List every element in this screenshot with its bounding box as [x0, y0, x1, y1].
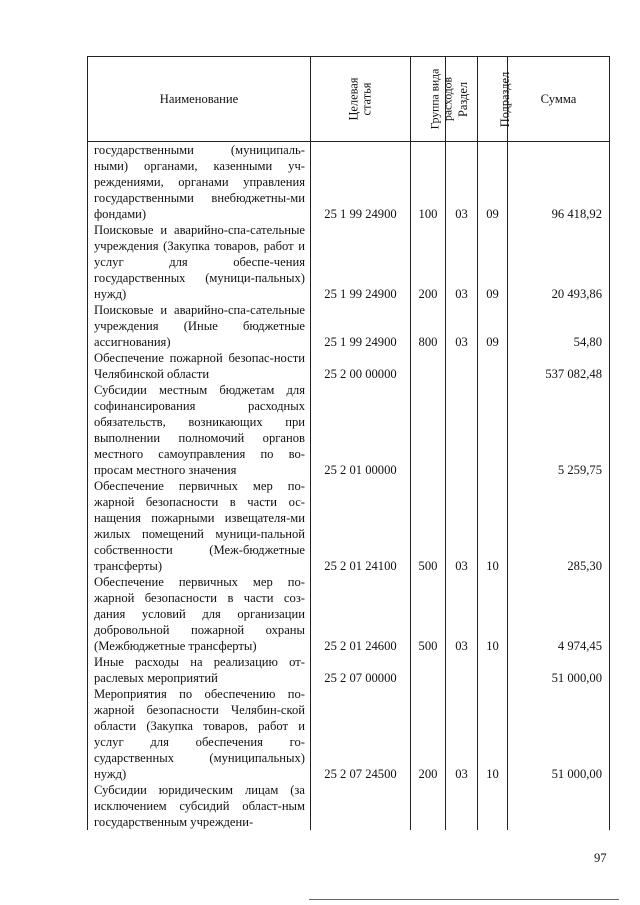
- row-amount-cell: 537 082,48: [508, 350, 610, 382]
- table-row: [88, 302, 610, 350]
- row-section-cell: 03: [446, 142, 478, 223]
- table-row: [88, 222, 610, 302]
- row-article-cell: 25 2 07 00000: [311, 654, 411, 686]
- budget-table: [87, 56, 610, 830]
- row-article-cell: 25 1 99 24900: [311, 142, 411, 223]
- row-subsection-cell: [478, 654, 508, 686]
- row-subsection-cell: [478, 382, 508, 478]
- table-row: [88, 782, 610, 830]
- budget-table-wrapper: [87, 56, 609, 830]
- row-article-cell: 25 2 01 24600: [311, 574, 411, 654]
- row-group-cell: [411, 654, 446, 686]
- table-row: [88, 382, 610, 478]
- row-subsection-cell: 09: [478, 302, 508, 350]
- row-article-cell: 25 2 01 24100: [311, 478, 411, 574]
- row-subsection-cell: 09: [478, 222, 508, 302]
- row-section-cell: 03: [446, 686, 478, 782]
- row-amount-cell: 51 000,00: [508, 654, 610, 686]
- row-subsection-cell: 10: [478, 478, 508, 574]
- row-group-cell: 500: [411, 478, 446, 574]
- table-row: [88, 686, 610, 782]
- row-amount-cell: 96 418,92: [508, 142, 610, 223]
- row-name-cell: Обеспечение первичных мер по-жарной безопасности в части ос-нащения пожарными извещателя-ми жилых помещений муници-пальной собственности (Меж-бюджетные трансферты): [88, 478, 311, 574]
- row-group-cell: 200: [411, 222, 446, 302]
- row-amount-cell: 51 000,00: [508, 686, 610, 782]
- table-row: [88, 574, 610, 654]
- row-article-cell: 25 1 99 24900: [311, 302, 411, 350]
- row-name-cell: государственными (муниципаль-ными) органами, казенными уч-реждениями, органами управления государственными внебюджетны-ми фондами): [88, 142, 311, 223]
- row-group-cell: [411, 782, 446, 830]
- row-name-cell: Обеспечение первичных мер по-жарной безопасности в части соз-дания условий для организации добровольной пожарной охраны (Межбюджетные трансферты): [88, 574, 311, 654]
- page-number: 97: [594, 851, 607, 865]
- table-row: [88, 142, 610, 223]
- row-article-cell: 25 1 99 24900: [311, 222, 411, 302]
- row-section-cell: 03: [446, 574, 478, 654]
- row-name-cell: Субсидии местным бюджетам для софинансирования расходных обязательств, возникающих при выполнении полномочий органов местного самоуправления по во-просам местного значения: [88, 382, 311, 478]
- row-group-cell: [411, 382, 446, 478]
- header-name: Наименование: [88, 57, 311, 142]
- row-group-cell: 500: [411, 574, 446, 654]
- row-amount-cell: 4 974,45: [508, 574, 610, 654]
- header-expense-group: Группа вида расходов: [411, 57, 446, 142]
- row-article-cell: [311, 782, 411, 830]
- table-row: [88, 350, 610, 382]
- row-section-cell: [446, 782, 478, 830]
- row-section-cell: 03: [446, 302, 478, 350]
- row-group-cell: 100: [411, 142, 446, 223]
- table-row: [88, 478, 610, 574]
- row-subsection-cell: 10: [478, 686, 508, 782]
- row-name-cell: Поисковые и аварийно-спа-сательные учреждения (Закупка товаров, работ и услуг для обеспе-чения государственных (муници-пальных) нужд): [88, 222, 311, 302]
- row-subsection-cell: 09: [478, 142, 508, 223]
- row-amount-cell: 20 493,86: [508, 222, 610, 302]
- header-amount: Сумма: [508, 57, 610, 142]
- row-amount-cell: 5 259,75: [508, 382, 610, 478]
- header-subsection: Подраздел: [478, 57, 508, 142]
- row-article-cell: 25 2 01 00000: [311, 382, 411, 478]
- row-section-cell: 03: [446, 222, 478, 302]
- row-subsection-cell: 10: [478, 574, 508, 654]
- table-row: [88, 654, 610, 686]
- row-subsection-cell: [478, 782, 508, 830]
- footer-rule: [309, 899, 619, 900]
- row-article-cell: 25 2 00 00000: [311, 350, 411, 382]
- header-target-article: Целевая статья: [311, 57, 411, 142]
- row-group-cell: 800: [411, 302, 446, 350]
- row-name-cell: Обеспечение пожарной безопас-ности Челябинской области: [88, 350, 311, 382]
- row-section-cell: 03: [446, 478, 478, 574]
- row-amount-cell: 54,80: [508, 302, 610, 350]
- row-name-cell: Субсидии юридическим лицам (за исключением субсидий област-ным государственным учреждени-: [88, 782, 311, 830]
- row-group-cell: [411, 350, 446, 382]
- row-name-cell: Иные расходы на реализацию от-раслевых мероприятий: [88, 654, 311, 686]
- row-amount-cell: [508, 782, 610, 830]
- row-section-cell: [446, 654, 478, 686]
- row-section-cell: [446, 350, 478, 382]
- row-name-cell: Мероприятия по обеспечению по-жарной безопасности Челябин-ской области (Закупка товаров, работ и услуг для обеспечения го-сударственных (муниципальных) нужд): [88, 686, 311, 782]
- row-name-cell: Поисковые и аварийно-спа-сательные учреждения (Иные бюджетные ассигнования): [88, 302, 311, 350]
- row-subsection-cell: [478, 350, 508, 382]
- header-section: Раздел: [446, 57, 478, 142]
- row-section-cell: [446, 382, 478, 478]
- table-header-row: [88, 57, 610, 142]
- row-article-cell: 25 2 07 24500: [311, 686, 411, 782]
- row-group-cell: 200: [411, 686, 446, 782]
- row-amount-cell: 285,30: [508, 478, 610, 574]
